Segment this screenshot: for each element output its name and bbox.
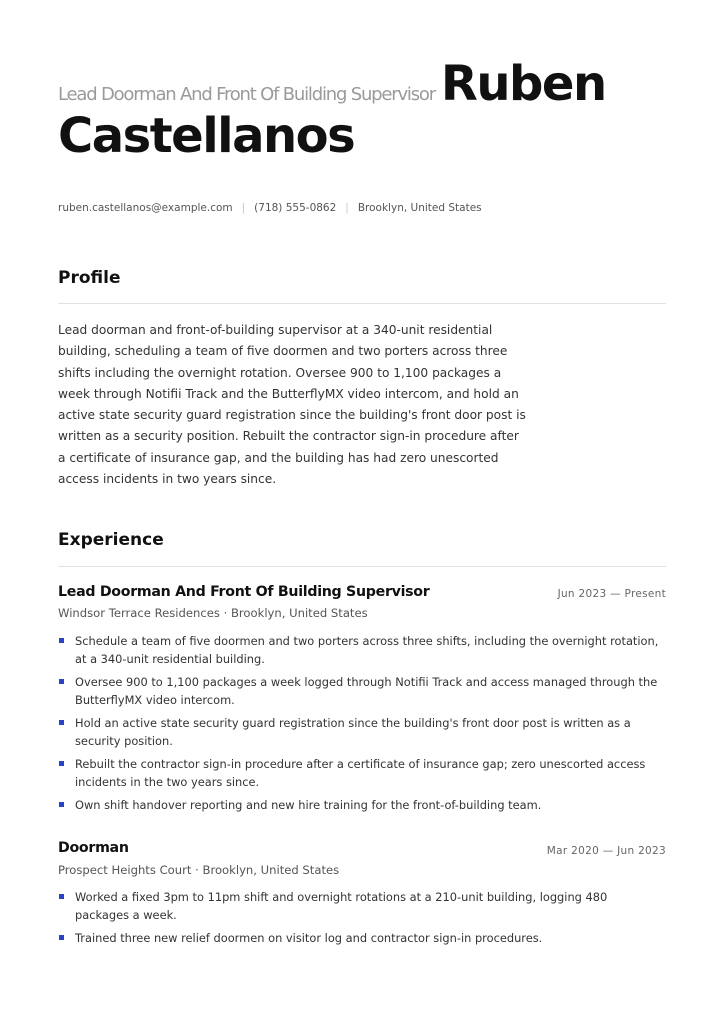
job-dates: Mar 2020 — Jun 2023 — [546, 845, 666, 857]
contact-line — [58, 202, 482, 214]
list-item — [58, 714, 664, 750]
bullet-square-icon — [59, 935, 64, 940]
last-name: Castellanos — [58, 108, 355, 164]
job-title: Lead Doorman And Front Of Building Supervisor — [58, 584, 430, 600]
contact-divider: | — [241, 202, 246, 214]
experience-divider — [58, 566, 666, 567]
experience-heading: Experience — [58, 530, 164, 550]
list-item — [58, 755, 664, 791]
job-bullet-list — [58, 632, 664, 819]
bullet-text: Hold an active state security guard registration since the building's front door post is written as a security position. — [75, 716, 631, 748]
contact-divider: | — [345, 202, 349, 214]
list-item — [58, 929, 664, 947]
profile-summary: Lead doorman and front-of-building supervisor at a 340-unit residential building, scheduling a team of five doormen and two porters across three shifts including the overnight rotation. Oversee 900 to 1,100 packages a week through Notifii Track and the ButterflyMX video intercom, and hold an active state security guard registration since the building's front door post is written as a security position. Rebuilt the contractor sign-in procedure after a certificate of insurance gap, and the building has had zero unescorted access incidents in two years since. — [58, 323, 526, 487]
job-company: Windsor Terrace Residences · Brooklyn, United States — [58, 606, 368, 620]
bullet-square-icon — [59, 720, 64, 725]
profile-heading: Profile — [58, 268, 121, 288]
bullet-square-icon — [59, 761, 64, 766]
bullet-text: Worked a fixed 3pm to 11pm shift and overnight rotations at a 210-unit building, logging 480 packages a week. — [75, 890, 608, 922]
list-item — [58, 888, 664, 924]
bullet-text: Rebuilt the contractor sign-in procedure after a certificate of insurance gap; zero unescorted access incidents in the two years since. — [75, 757, 646, 789]
location-text: Brooklyn, United States — [357, 202, 482, 214]
bullet-square-icon — [59, 894, 64, 899]
bullet-text: Oversee 900 to 1,100 packages a week logged through Notifii Track and access managed through the ButterflyMX video intercom. — [75, 675, 658, 707]
job-title: Doorman — [58, 840, 129, 856]
list-item — [58, 673, 664, 709]
job-company: Prospect Heights Court · Brooklyn, United States — [58, 863, 340, 877]
bullet-square-icon — [59, 679, 64, 684]
email-link[interactable]: ruben.castellanos@example.com — [58, 202, 233, 214]
resume-header — [58, 58, 668, 162]
first-name: Ruben — [440, 56, 606, 112]
bullet-text: Own shift handover reporting and new hire training for the front-of-building team. — [75, 798, 542, 812]
profile-divider — [58, 303, 666, 304]
job-dates: Jun 2023 — Present — [557, 588, 666, 600]
list-item — [58, 796, 664, 814]
job-bullet-list — [58, 888, 664, 952]
phone-link[interactable]: (718) 555-0862 — [254, 202, 337, 214]
job-subtitle: Lead Doorman And Front Of Building Supervisor — [58, 84, 435, 105]
bullet-square-icon — [59, 802, 64, 807]
bullet-text: Schedule a team of five doormen and two porters across three shifts, including the overnight rotation, at a 340-unit residential building. — [75, 634, 659, 666]
list-item — [58, 632, 664, 668]
bullet-square-icon — [59, 638, 64, 643]
bullet-text: Trained three new relief doormen on visitor log and contractor sign-in procedures. — [75, 931, 543, 945]
